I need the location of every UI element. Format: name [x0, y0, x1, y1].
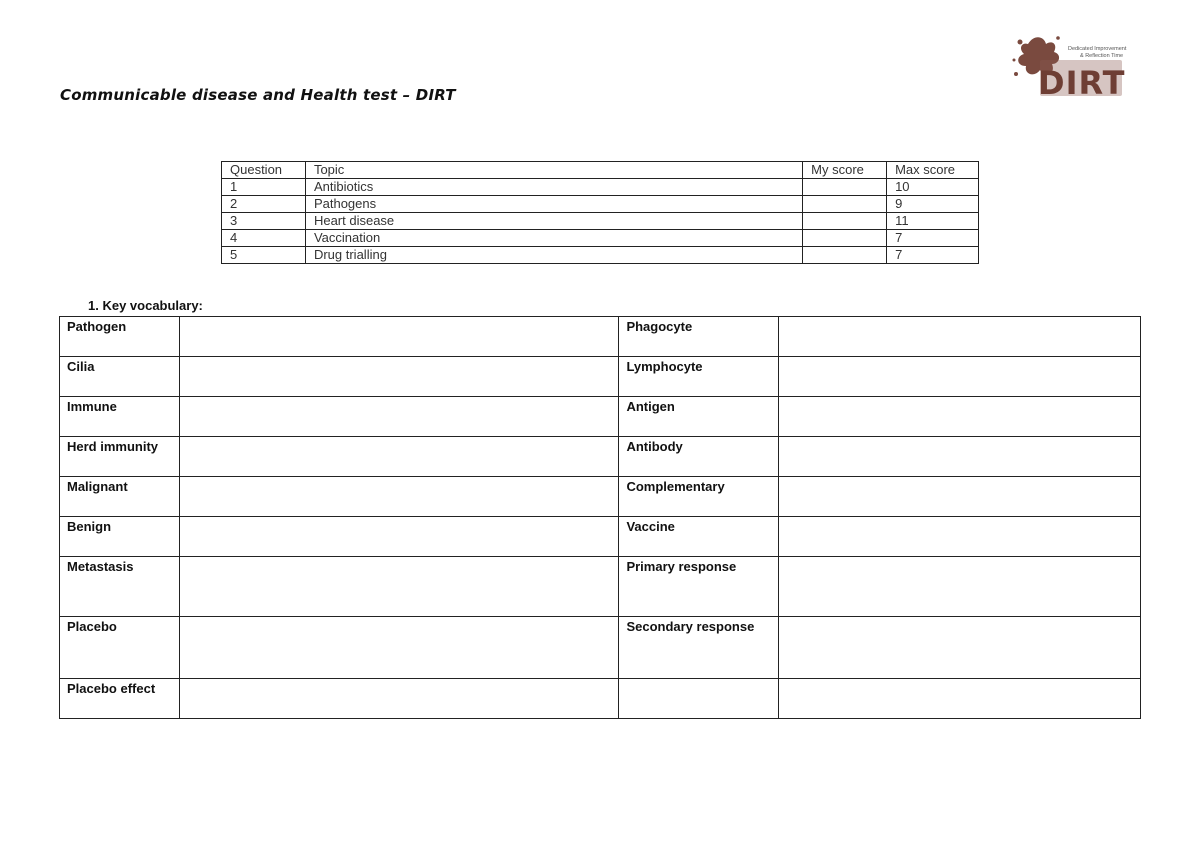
- col-question-header: Question: [222, 162, 306, 179]
- max-score-cell: 10: [887, 179, 979, 196]
- max-score-cell: 7: [887, 230, 979, 247]
- table-row: [60, 517, 1141, 557]
- table-row: [222, 230, 979, 247]
- topic-cell: Drug trialling: [305, 247, 802, 264]
- col-topic-header: Topic: [305, 162, 802, 179]
- my-score-cell[interactable]: [803, 179, 887, 196]
- topic-cell: Vaccination: [305, 230, 802, 247]
- svg-text:& Reflection Time: & Reflection Time: [1080, 53, 1124, 59]
- svg-text:Dedicated Improvement: Dedicated Improvement: [1068, 46, 1127, 52]
- my-score-cell[interactable]: [803, 213, 887, 230]
- term-cell: Immune: [60, 397, 180, 437]
- term-cell: Secondary response: [619, 617, 779, 679]
- page-title: Communicable disease and Health test – DIRT: [60, 86, 456, 104]
- definition-cell[interactable]: [779, 317, 1141, 357]
- definition-cell[interactable]: [779, 437, 1141, 477]
- question-cell: 5: [222, 247, 306, 264]
- col-max-score-header: Max score: [887, 162, 979, 179]
- term-cell: Metastasis: [60, 557, 180, 617]
- table-row: [60, 397, 1141, 437]
- table-row: [60, 557, 1141, 617]
- vocab-heading: 1. Key vocabulary:: [88, 298, 203, 313]
- definition-cell[interactable]: [179, 397, 619, 437]
- term-cell: Pathogen: [60, 317, 180, 357]
- table-row: [222, 213, 979, 230]
- term-cell: Benign: [60, 517, 180, 557]
- definition-cell[interactable]: [779, 397, 1141, 437]
- max-score-cell: 9: [887, 196, 979, 213]
- my-score-cell[interactable]: [803, 247, 887, 264]
- vocab-table: [59, 316, 1141, 719]
- term-cell: Placebo: [60, 617, 180, 679]
- definition-cell[interactable]: [179, 617, 619, 679]
- max-score-cell: 7: [887, 247, 979, 264]
- term-cell: Antibody: [619, 437, 779, 477]
- question-cell: 1: [222, 179, 306, 196]
- table-row: [60, 317, 1141, 357]
- definition-cell[interactable]: [179, 517, 619, 557]
- score-table-header: [222, 162, 979, 179]
- table-row: [60, 679, 1141, 719]
- term-cell: Phagocyte: [619, 317, 779, 357]
- definition-cell[interactable]: [779, 679, 1141, 719]
- definition-cell[interactable]: [779, 557, 1141, 617]
- table-row: [222, 196, 979, 213]
- term-cell: Herd immunity: [60, 437, 180, 477]
- term-cell: Antigen: [619, 397, 779, 437]
- col-my-score-header: My score: [803, 162, 887, 179]
- term-cell: [619, 679, 779, 719]
- definition-cell[interactable]: [179, 437, 619, 477]
- definition-cell[interactable]: [179, 477, 619, 517]
- question-cell: 4: [222, 230, 306, 247]
- score-table: [221, 161, 979, 264]
- term-cell: Cilia: [60, 357, 180, 397]
- logo-text: DIRT: [1038, 64, 1126, 102]
- definition-cell[interactable]: [779, 357, 1141, 397]
- my-score-cell[interactable]: [803, 230, 887, 247]
- table-row: [60, 617, 1141, 679]
- table-row: [60, 437, 1141, 477]
- table-row: [222, 179, 979, 196]
- term-cell: Complementary: [619, 477, 779, 517]
- dirt-splat-logo-icon: [1010, 30, 1130, 102]
- topic-cell: Pathogens: [305, 196, 802, 213]
- term-cell: Lymphocyte: [619, 357, 779, 397]
- topic-cell: Antibiotics: [305, 179, 802, 196]
- my-score-cell[interactable]: [803, 196, 887, 213]
- table-row: [60, 357, 1141, 397]
- definition-cell[interactable]: [779, 477, 1141, 517]
- table-row: [60, 477, 1141, 517]
- question-cell: 3: [222, 213, 306, 230]
- term-cell: Malignant: [60, 477, 180, 517]
- question-cell: 2: [222, 196, 306, 213]
- definition-cell[interactable]: [179, 317, 619, 357]
- definition-cell[interactable]: [779, 617, 1141, 679]
- table-row: [222, 247, 979, 264]
- definition-cell[interactable]: [179, 557, 619, 617]
- definition-cell[interactable]: [779, 517, 1141, 557]
- topic-cell: Heart disease: [305, 213, 802, 230]
- max-score-cell: 11: [887, 213, 979, 230]
- dirt-logo: [1010, 30, 1130, 102]
- term-cell: Placebo effect: [60, 679, 180, 719]
- definition-cell[interactable]: [179, 679, 619, 719]
- term-cell: Primary response: [619, 557, 779, 617]
- definition-cell[interactable]: [179, 357, 619, 397]
- term-cell: Vaccine: [619, 517, 779, 557]
